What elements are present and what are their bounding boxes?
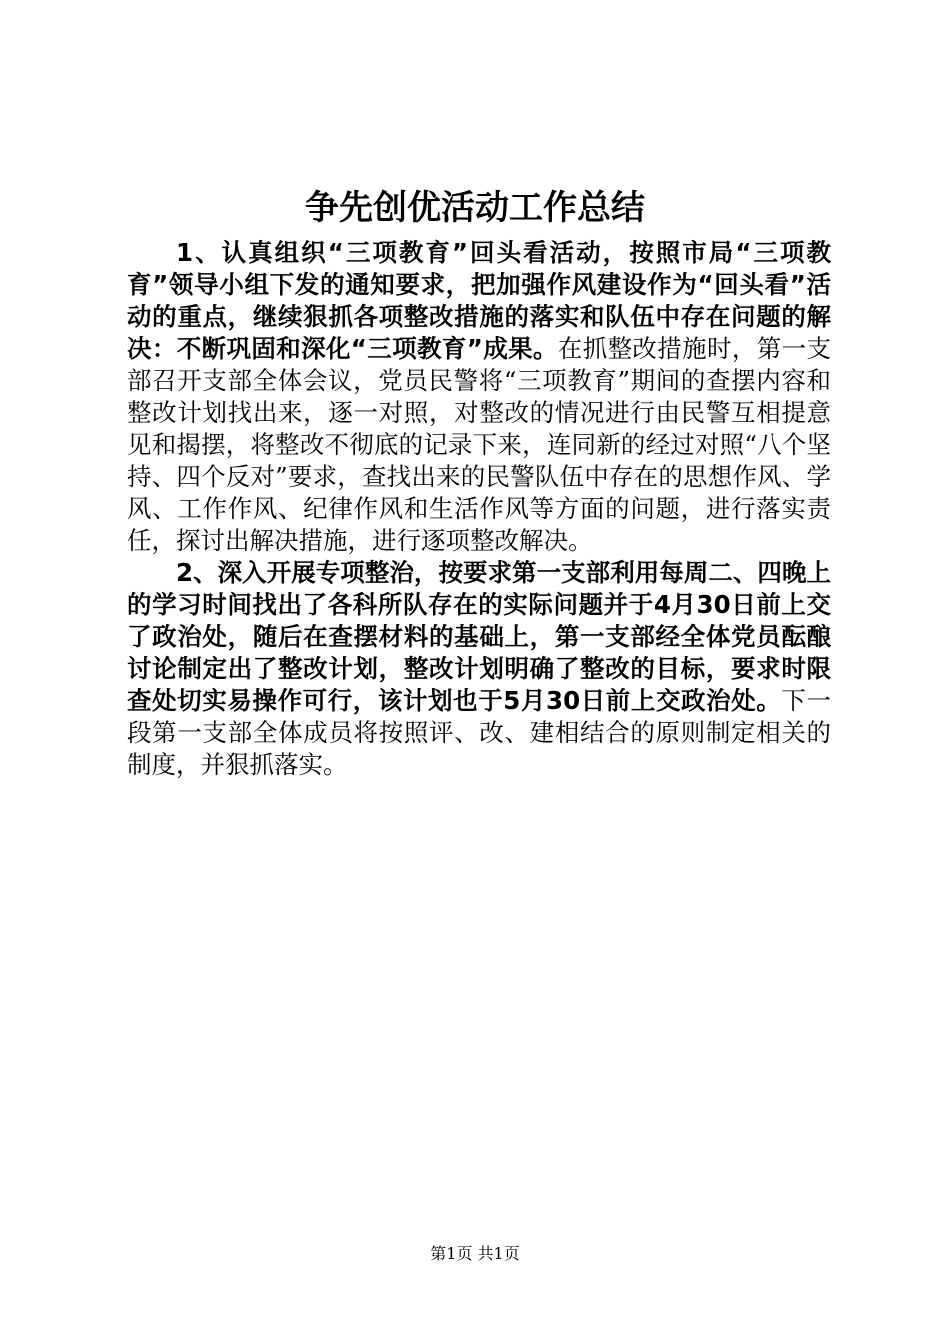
- paragraph-1-normal-text: 在抓整改措施时，第一支部召开支部全体会议，党员民警将“三项教育”期间的查摆内容和整改计划找出来，逐一对照，对整改的情况进行由民警互相提意见和揭摆，将整改不彻底的记录下来，连同新的经过对照“八个坚持、四个反对”要求，查找出来的民警队伍中存在的思想作风、学风、工作作风、纪律作风和生活作风等方面的问题，进行落实责任，探讨出解决措施，进行逐项整改解决。: [127, 334, 832, 555]
- paragraph-1-bold-text: 1、认真组织“三项教育”回头看活动，按照市局“三项教育”领导小组下发的通知要求，把加强作风建设作为“回头看”活动的重点，继续狠抓各项整改措施的落实和队伍中存在问题的解决：不断巩固和深化“三项教育”成果。: [127, 238, 831, 363]
- paragraph-1: [127, 237, 831, 557]
- document-title: 争先创优活动工作总结: [305, 188, 645, 228]
- paragraph-2-normal-text: 下一段第一支部全体成员将按照评、改、建相结合的原则制定相关的制度，并狠抓落实。: [127, 686, 832, 779]
- paragraph-2-bold-text: 2、深入开展专项整治，按要求第一支部利用每周二、四晚上的学习时间找出了各科所队存在的实际问题并于4月30日前上交了政治处，随后在查摆材料的基础上，第一支部经全体党员酝酿讨论制定出了整改计划，整改计划明确了整改的目标，要求时限查处切实易操作可行，该计划也于5月30日前上交政治处。: [127, 558, 831, 715]
- page-footer: 第1页 共1页: [430, 1244, 520, 1263]
- document-body: [127, 237, 831, 781]
- paragraph-2: [127, 557, 831, 781]
